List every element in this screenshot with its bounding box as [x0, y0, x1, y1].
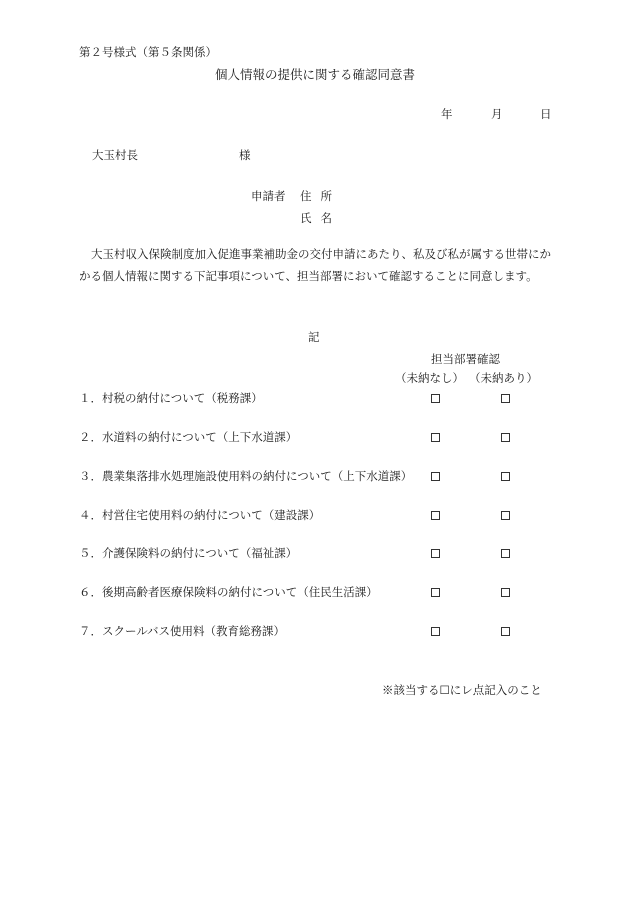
department-check-heading: 担当部署確認	[431, 352, 500, 366]
column-unpaid-exists: （未納あり）	[469, 371, 538, 385]
checkbox-unpaid-exists[interactable]	[501, 394, 510, 403]
checkbox-unpaid-exists[interactable]	[501, 588, 510, 597]
checkbox-unpaid-exists[interactable]	[501, 433, 510, 442]
checkbox-unpaid-none[interactable]	[431, 627, 440, 636]
form-number: 第２号様式（第５条関係）	[79, 45, 217, 59]
consent-paragraph: 大玉村収入保険制度加入促進事業補助金の交付申請にあたり、私及び私が属する世帯にかかる個人情報に関する下記事項について、担当部署において確認することに同意します。	[79, 247, 551, 283]
applicant-label: 申請者	[251, 189, 286, 203]
name-label: 氏名	[300, 211, 341, 225]
checkbox-unpaid-exists[interactable]	[501, 511, 510, 520]
date-year: 年	[441, 107, 453, 121]
checkbox-unpaid-exists[interactable]	[501, 549, 510, 558]
checkbox-unpaid-exists[interactable]	[501, 627, 510, 636]
checkbox-instruction-note: ※該当する☐にレ点記入のこと	[382, 683, 542, 697]
item-label: ２．水道料の納付について（上下水道課）	[79, 430, 298, 444]
checkbox-unpaid-none[interactable]	[431, 433, 440, 442]
item-label: ３．農業集落排水処理施設使用料の納付について（上下水道課）	[79, 469, 413, 483]
address-label: 住所	[300, 189, 341, 203]
item-label: ４．村営住宅使用料の納付について（建設課）	[79, 508, 321, 522]
ki-heading: 記	[308, 330, 320, 344]
document-title: 個人情報の提供に関する確認同意書	[214, 67, 415, 82]
addressee-honorific: 様	[239, 148, 251, 162]
column-unpaid-none: （未納なし）	[395, 371, 464, 385]
item-label: ６．後期高齢者医療保険料の納付について（住民生活課）	[79, 585, 378, 599]
checkbox-unpaid-none[interactable]	[431, 549, 440, 558]
checkbox-unpaid-none[interactable]	[431, 511, 440, 520]
checkbox-unpaid-none[interactable]	[431, 394, 440, 403]
addressee-name: 大玉村長	[92, 148, 138, 162]
date-month: 月	[491, 107, 503, 121]
item-label: ７．スクールバス使用料（教育総務課）	[79, 624, 285, 638]
checkbox-unpaid-none[interactable]	[431, 472, 440, 481]
checkbox-unpaid-none[interactable]	[431, 588, 440, 597]
date-day: 日	[540, 107, 552, 121]
item-label: １．村税の納付について（税務課）	[79, 391, 263, 405]
checkbox-unpaid-exists[interactable]	[501, 472, 510, 481]
item-label: ５．介護保険料の納付について（福祉課）	[79, 546, 298, 560]
